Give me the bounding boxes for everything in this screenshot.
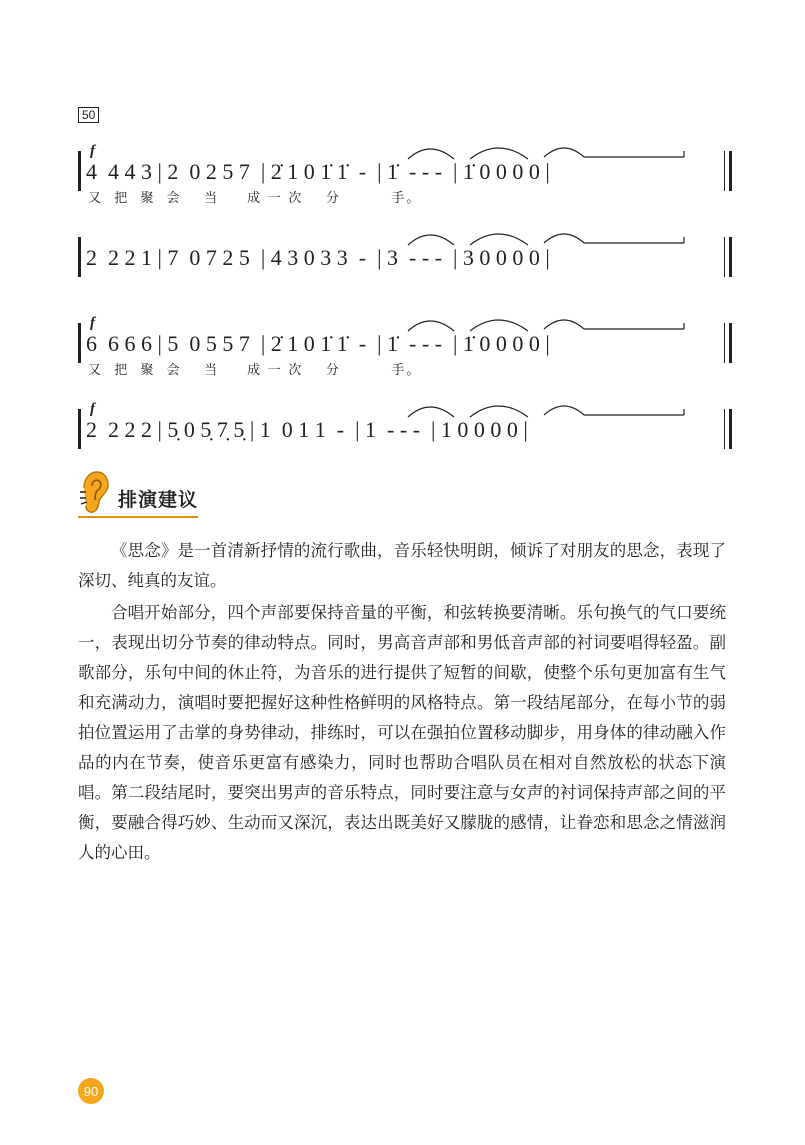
lyric-row: 又 把 聚 会 当 成 一 次 分 手。 — [88, 190, 422, 205]
final-barline — [724, 409, 732, 449]
note-row: 2 2 2 2 | 5̣ 0 5̣ 7̣ 5̣ | 1 0 1 1 - | 1 - - - | 1 0 0 0 0 | — [86, 417, 528, 442]
note-row: 2 2 2 1 | 7 0 7 2 5 | 4 3 0 3 3 - | 3 - - - | 3 0 0 0 0 | — [86, 245, 550, 270]
final-barline — [724, 151, 732, 191]
dynamic-mark: f — [90, 315, 95, 331]
page-number: 90 — [78, 1078, 104, 1104]
score-system — [78, 129, 728, 205]
score-system — [78, 301, 728, 377]
score-system — [78, 215, 728, 279]
dynamic-mark: f — [90, 143, 95, 159]
section-heading — [78, 470, 198, 514]
final-barline — [724, 237, 732, 277]
final-barline — [724, 323, 732, 363]
section-title: 排演建议 — [118, 490, 199, 511]
note-row: 6 6 6 6 | 5 0 5 5 7 | 2̇ 1 0 1̇ 1̇ - | 1̇ - - - | 1̇ 0 0 0 0 | — [86, 331, 550, 356]
paragraph: 《思念》是一首清新抒情的流行歌曲，音乐轻快明朗，倾诉了对朋友的思念，表现了深切、纯真的友谊。 — [78, 541, 726, 590]
ear-icon — [78, 470, 110, 514]
score-system — [78, 387, 728, 451]
note-row: 4 4 4 3 | 2 0 2 5 7 | 2̇ 1 0 1̇ 1̇ - | 1̇ - - - | 1̇ 0 0 0 0 | — [86, 159, 550, 184]
lyric-row: 又 把 聚 会 当 成 一 次 分 手。 — [88, 362, 422, 377]
body-text — [78, 536, 726, 870]
title-underline — [78, 516, 198, 518]
paragraph: 合唱开始部分，四个声部要保持音量的平衡，和弦转换要清晰。乐句换气的气口要统一，表现出切分节奏的律动特点。同时，男高音声部和男低音声部的衬词要唱得轻盈。副歌部分，乐句中间的休止符，为音乐的进行提供了短暂的间歇，使整个乐句更加富有生气和充满动力，演唱时要把握好这种性格鲜明的风格特点。第一段结尾部分，在每小节的弱拍位置运用了击掌的身势律动，排练时，可以在强拍位置移动脚步，用身体的律动融入作品的内在节奏，使音乐更富有感染力，同时也帮助合唱队员在相对自然放松的状态下演唱。第二段结尾时，要突出男声的音乐特点，同时要注意与女声的衬词保持声部之间的平衡，要融合得巧妙、生动而又深沉，表达出既美好又朦胧的感情，让眷恋和思念之情滋润人的心田。 — [78, 603, 726, 862]
music-score — [78, 106, 728, 459]
measure-number-box: 50 — [78, 107, 99, 123]
dynamic-mark: f — [90, 401, 95, 417]
